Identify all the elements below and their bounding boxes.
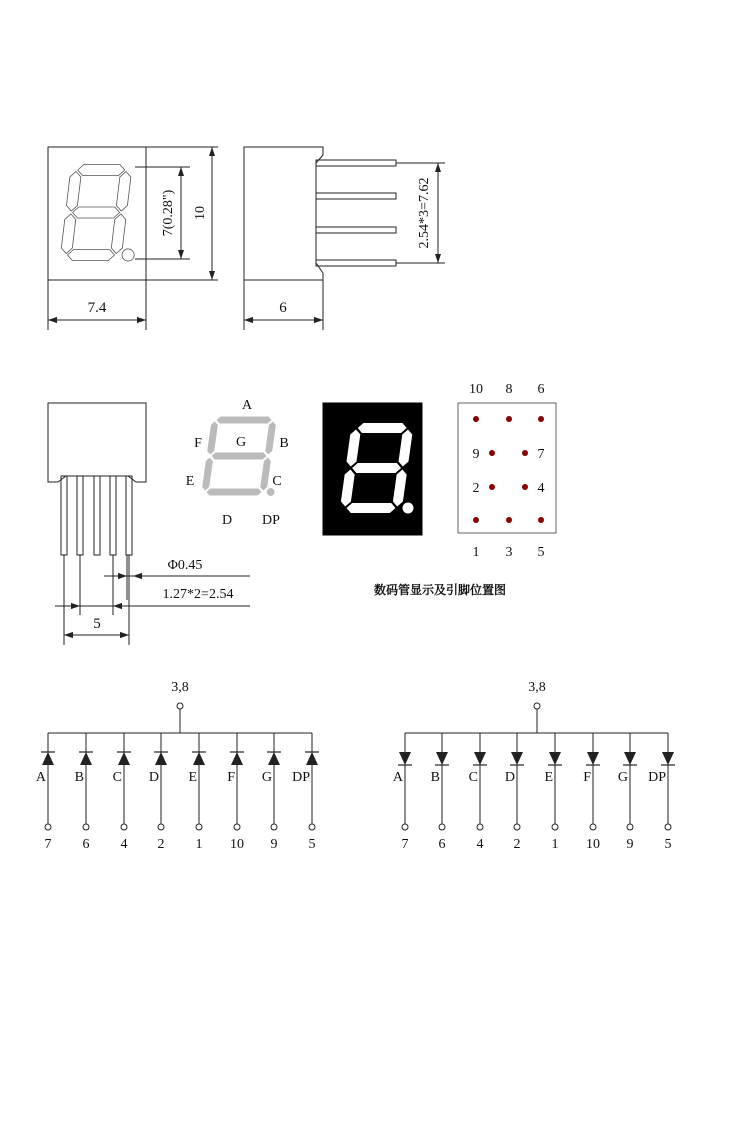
segment-label-a: A	[241, 398, 253, 413]
diode-icon	[193, 752, 205, 765]
segment-pin-terminal	[665, 824, 671, 830]
segment-pin-terminal	[271, 824, 277, 830]
arrowhead	[178, 167, 184, 176]
arrowhead	[48, 317, 57, 323]
segment-pin-terminal	[83, 824, 89, 830]
pin-dot	[538, 517, 544, 523]
segment-g	[212, 453, 267, 460]
dimension-width-label: 7.4	[87, 300, 107, 316]
segment-g	[73, 207, 120, 218]
segment-pin-terminal	[552, 824, 558, 830]
side-pin	[316, 227, 396, 233]
diode-icon	[549, 752, 561, 765]
segment-pin-terminal	[234, 824, 240, 830]
segment-pin-number: 6	[438, 837, 446, 852]
segment-pin-number: 5	[308, 837, 316, 852]
diode-segment-label: E	[544, 770, 553, 785]
segment-pin-terminal	[439, 824, 445, 830]
side-view-body	[244, 147, 323, 280]
dimension-pitch-label: 2.54*3=7.62	[417, 177, 432, 249]
segment-pin-number: 10	[586, 837, 600, 852]
diode-icon	[306, 752, 318, 765]
segment-pin-terminal	[309, 824, 315, 830]
segment-pin-number: 10	[230, 837, 244, 852]
segment-e	[61, 214, 75, 254]
segment-pin-terminal	[158, 824, 164, 830]
pin-number-bottom: 3	[505, 545, 513, 560]
arrowhead	[120, 632, 129, 638]
segment-f	[66, 172, 80, 212]
segment-dp	[267, 488, 275, 496]
diode-icon	[118, 752, 130, 765]
arrowhead	[244, 317, 253, 323]
arrowhead	[209, 147, 215, 156]
segment-b	[116, 172, 130, 212]
through-hole-pin	[94, 476, 100, 555]
segment-pin-number: 7	[44, 837, 52, 852]
arrowhead	[178, 250, 184, 259]
segment-dp	[403, 503, 414, 514]
segment-pin-number: 4	[120, 837, 128, 852]
segment-g	[352, 463, 401, 473]
common-pin-terminal	[534, 703, 540, 709]
pin-number-top: 8	[505, 382, 513, 397]
segment-dp	[122, 249, 134, 261]
segment-pin-number: 1	[551, 837, 559, 852]
arrowhead	[435, 254, 441, 263]
diode-segment-label: DP	[292, 770, 310, 785]
segment-label-b: B	[279, 436, 289, 451]
pin-number-bottom: 1	[472, 545, 480, 560]
arrowhead	[133, 573, 142, 579]
segment-pin-terminal	[627, 824, 633, 830]
pin-dot	[473, 517, 479, 523]
pin-number-bottom: 5	[537, 545, 545, 560]
pin-number-left: 9	[472, 447, 480, 462]
pin-dot	[473, 416, 479, 422]
segment-c	[111, 214, 125, 254]
diode-segment-label: A	[35, 770, 46, 785]
figure-caption: 数码管显示及引脚位置图	[373, 583, 507, 597]
segment-pin-terminal	[45, 824, 51, 830]
segment-label-f: F	[194, 436, 202, 451]
diode-segment-label: B	[74, 770, 84, 785]
diode-segment-label: B	[430, 770, 440, 785]
segment-pin-number: 7	[401, 837, 409, 852]
diode-icon	[662, 752, 674, 765]
common-pin-label: 3,8	[528, 680, 546, 695]
common-pin-label: 3,8	[171, 680, 189, 695]
pin-number-left: 2	[472, 481, 480, 496]
segment-label-c: C	[272, 474, 282, 489]
diode-icon	[474, 752, 486, 765]
dimension-height-label: 10	[193, 206, 208, 220]
diode-icon	[399, 752, 411, 765]
diode-segment-label: F	[583, 770, 591, 785]
diode-segment-label: D	[504, 770, 515, 785]
pin-number-right: 4	[537, 481, 545, 496]
segment-label-d: D	[221, 513, 233, 528]
segment-pin-number: 9	[626, 837, 634, 852]
segment-d	[347, 503, 396, 513]
diode-segment-label: C	[112, 770, 122, 785]
segment-d	[68, 250, 115, 261]
through-hole-pin	[110, 476, 116, 555]
segment-label-dp: DP	[262, 513, 280, 528]
pin-number-right: 7	[537, 447, 545, 462]
diode-segment-label: E	[188, 770, 197, 785]
segment-pin-terminal	[514, 824, 520, 830]
side-pin	[316, 160, 396, 166]
segment-pin-number: 6	[82, 837, 90, 852]
arrowhead	[64, 632, 73, 638]
diode-segment-label: F	[227, 770, 235, 785]
arrowhead	[137, 317, 146, 323]
segment-label-g: G	[235, 435, 247, 450]
arrowhead	[209, 271, 215, 280]
through-hole-pin	[61, 476, 67, 555]
pin-dot	[506, 517, 512, 523]
dimension-digit-height-label: 7(0.28")	[161, 189, 176, 237]
segment-f	[207, 422, 218, 455]
pin-layout-box	[458, 403, 556, 533]
segment-a	[358, 423, 407, 433]
pin-dot	[489, 450, 495, 456]
segment-c	[260, 458, 271, 491]
segment-pin-number: 5	[664, 837, 672, 852]
arrowhead	[435, 163, 441, 172]
segment-pin-terminal	[590, 824, 596, 830]
segment-a	[217, 417, 272, 424]
arrowhead	[71, 603, 80, 609]
pin-dot	[489, 484, 495, 490]
diode-icon	[587, 752, 599, 765]
segment-d	[207, 489, 262, 496]
segment-b	[265, 422, 276, 455]
diode-segment-label: G	[261, 770, 272, 785]
diode-icon	[436, 752, 448, 765]
pin-dot	[522, 450, 528, 456]
diode-icon	[231, 752, 243, 765]
pin-dot	[522, 484, 528, 490]
segment-pin-number: 2	[157, 837, 165, 852]
pin-number-top: 10	[469, 382, 483, 397]
diode-icon	[42, 752, 54, 765]
diode-segment-label: A	[392, 770, 403, 785]
pin-diameter-label: Φ0.45	[167, 558, 203, 573]
side-pin	[316, 193, 396, 199]
diode-icon	[155, 752, 167, 765]
pin-span-label: 5	[93, 616, 101, 632]
pin-number-top: 6	[537, 382, 545, 397]
pin-dot	[538, 416, 544, 422]
segment-pin-number: 4	[476, 837, 484, 852]
diode-segment-label: C	[468, 770, 478, 785]
diode-segment-label: DP	[648, 770, 666, 785]
pin-pitch-label: 1.27*2=2.54	[162, 587, 234, 602]
arrowhead	[314, 317, 323, 323]
through-hole-pin	[77, 476, 83, 555]
segment-pin-terminal	[121, 824, 127, 830]
segment-e	[202, 458, 213, 491]
pin-view-body	[48, 403, 146, 482]
diode-icon	[268, 752, 280, 765]
common-pin-terminal	[177, 703, 183, 709]
diode-segment-label: D	[148, 770, 159, 785]
segment-pin-terminal	[477, 824, 483, 830]
segment-pin-number: 1	[195, 837, 203, 852]
diode-icon	[80, 752, 92, 765]
side-pin	[316, 260, 396, 266]
segment-pin-number: 2	[513, 837, 521, 852]
pin-dot	[506, 416, 512, 422]
segment-pin-terminal	[196, 824, 202, 830]
segment-pin-terminal	[402, 824, 408, 830]
diode-icon	[624, 752, 636, 765]
segment-pin-number: 9	[270, 837, 278, 852]
diode-segment-label: G	[617, 770, 628, 785]
dimension-depth-label: 6	[279, 300, 287, 316]
through-hole-pin	[126, 476, 132, 555]
diode-icon	[511, 752, 523, 765]
segment-label-e: E	[185, 474, 195, 489]
segment-a	[78, 165, 125, 176]
arrowhead	[113, 603, 122, 609]
arrowhead	[118, 573, 127, 579]
